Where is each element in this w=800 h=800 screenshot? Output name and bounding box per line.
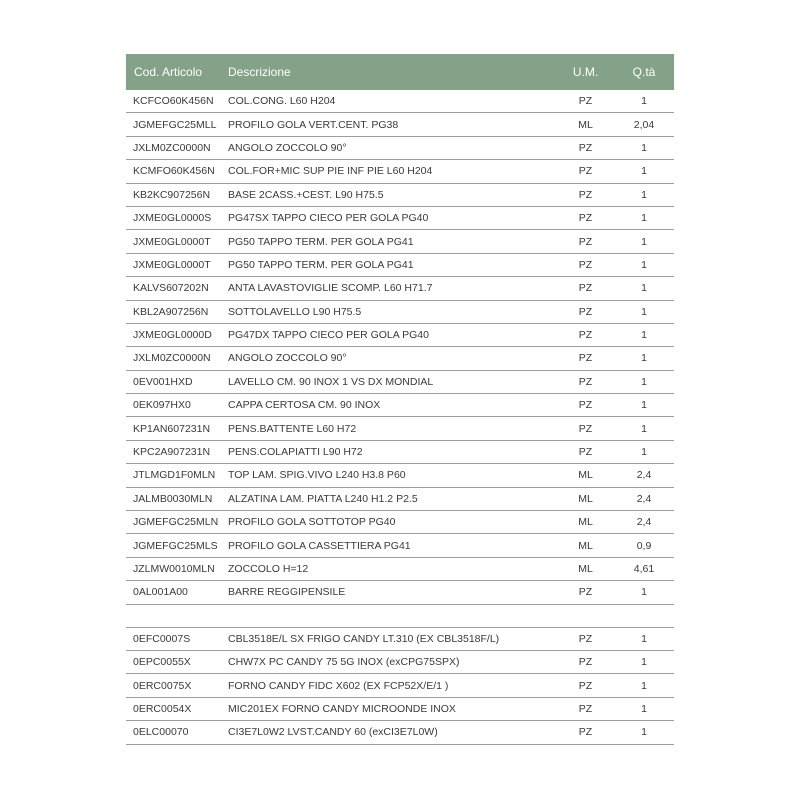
cell-code: JALMB0030MLN xyxy=(133,492,213,505)
table-body-furniture xyxy=(126,90,674,605)
table-row xyxy=(126,394,674,417)
cell-description: ALZATINA LAM. PIATTA L240 H1.2 P2.5 xyxy=(228,492,418,505)
group-separator xyxy=(126,605,674,628)
table-row xyxy=(126,160,674,183)
cell-um: PZ xyxy=(578,399,593,412)
cell-code: JGMEFGC25MLL xyxy=(133,118,217,131)
header-code: Cod. Articolo xyxy=(134,65,203,79)
table-row xyxy=(126,324,674,347)
cell-um: PZ xyxy=(578,586,593,599)
table-row xyxy=(126,417,674,440)
cell-um: PZ xyxy=(578,282,593,295)
cell-description: PROFILO GOLA CASSETTIERA PG41 xyxy=(228,539,411,552)
cell-description: CBL3518E/L SX FRIGO CANDY LT.310 (EX CBL3518F/L) xyxy=(228,632,500,645)
cell-code: KBL2A907256N xyxy=(133,305,209,318)
cell-qty: 2,04 xyxy=(633,118,655,131)
cell-qty: 1 xyxy=(641,282,647,295)
cell-um: PZ xyxy=(578,702,593,715)
cell-qty: 1 xyxy=(641,165,647,178)
table-row xyxy=(126,113,674,136)
header-qty: Q.tà xyxy=(632,65,656,79)
cell-um: ML xyxy=(578,539,593,552)
table-row xyxy=(126,230,674,253)
cell-description: PG50 TAPPO TERM. PER GOLA PG41 xyxy=(228,235,414,248)
cell-description: CI3E7L0W2 LVST.CANDY 60 (exCI3E7L0W) xyxy=(228,726,438,739)
cell-qty: 1 xyxy=(641,95,647,108)
cell-qty: 1 xyxy=(641,679,647,692)
cell-code: 0AL001A00 xyxy=(133,586,188,599)
table-row xyxy=(126,721,674,744)
cell-qty: 1 xyxy=(641,632,647,645)
cell-code: JXME0GL0000T xyxy=(133,235,211,248)
cell-code: JGMEFGC25MLS xyxy=(133,539,218,552)
table-row xyxy=(126,254,674,277)
cell-um: PZ xyxy=(578,329,593,342)
cell-um: PZ xyxy=(578,165,593,178)
cell-code: JGMEFGC25MLN xyxy=(133,516,219,529)
cell-description: COL.CONG. L60 H204 xyxy=(228,95,336,108)
table-row xyxy=(126,651,674,674)
table-body-appliances xyxy=(126,628,674,745)
table-row xyxy=(126,698,674,721)
cell-description: ANTA LAVASTOVIGLIE SCOMP. L60 H71.7 xyxy=(228,282,433,295)
cell-description: CHW7X PC CANDY 75 5G INOX (exCPG75SPX) xyxy=(228,656,460,669)
cell-description: PG47SX TAPPO CIECO PER GOLA PG40 xyxy=(228,212,429,225)
cell-qty: 1 xyxy=(641,586,647,599)
cell-description: PENS.BATTENTE L60 H72 xyxy=(228,422,357,435)
cell-qty: 1 xyxy=(641,258,647,271)
cell-um: PZ xyxy=(578,305,593,318)
cell-um: ML xyxy=(578,492,593,505)
table-row xyxy=(126,441,674,464)
cell-qty: 0,9 xyxy=(636,539,652,552)
cell-description: SOTTOLAVELLO L90 H75.5 xyxy=(228,305,362,318)
cell-code: 0EPC0055X xyxy=(133,656,191,669)
table-row xyxy=(126,347,674,370)
cell-um: PZ xyxy=(578,212,593,225)
table-row xyxy=(126,184,674,207)
cell-code: KPC2A907231N xyxy=(133,446,211,459)
cell-qty: 1 xyxy=(641,329,647,342)
cell-qty: 1 xyxy=(641,726,647,739)
cell-code: JTLMGD1F0MLN xyxy=(133,469,216,482)
cell-code: 0ELC00070 xyxy=(133,726,189,739)
cell-description: FORNO CANDY FIDC X602 (EX FCP52X/E/1 ) xyxy=(228,679,449,692)
cell-description: CAPPA CERTOSA CM. 90 INOX xyxy=(228,399,381,412)
table-row xyxy=(126,137,674,160)
table-row xyxy=(126,301,674,324)
cell-qty: 2,4 xyxy=(636,516,652,529)
cell-qty: 2,4 xyxy=(636,469,652,482)
cell-um: ML xyxy=(578,469,593,482)
cell-description: ANGOLO ZOCCOLO 90° xyxy=(228,141,347,154)
cell-description: BASE 2CASS.+CEST. L90 H75.5 xyxy=(228,188,384,201)
cell-um: ML xyxy=(578,516,593,529)
cell-description: LAVELLO CM. 90 INOX 1 VS DX MONDIAL xyxy=(228,375,434,388)
cell-um: PZ xyxy=(578,235,593,248)
cell-code: JXME0GL0000T xyxy=(133,258,211,271)
cell-um: PZ xyxy=(578,446,593,459)
cell-qty: 1 xyxy=(641,212,647,225)
cell-qty: 1 xyxy=(641,375,647,388)
cell-code: KALVS607202N xyxy=(133,282,209,295)
cell-qty: 1 xyxy=(641,446,647,459)
cell-um: PZ xyxy=(578,656,593,669)
cell-description: PENS.COLAPIATTI L90 H72 xyxy=(228,446,363,459)
cell-code: JXLM0ZC0000N xyxy=(133,141,211,154)
cell-qty: 1 xyxy=(641,422,647,435)
table-row xyxy=(126,207,674,230)
cell-code: 0EK097HX0 xyxy=(133,399,191,412)
cell-qty: 4,61 xyxy=(633,563,655,575)
cell-um: PZ xyxy=(578,95,593,108)
cell-code: KP1AN607231N xyxy=(133,422,211,435)
cell-um: PZ xyxy=(578,726,593,739)
table-row xyxy=(126,628,674,651)
cell-description: BARRE REGGIPENSILE xyxy=(228,586,346,599)
cell-code: KCFCO60K456N xyxy=(133,95,214,108)
cell-qty: 2,4 xyxy=(636,492,652,505)
cell-um: PZ xyxy=(578,258,593,271)
cell-description: COL.FOR+MIC SUP PIE INF PIE L60 H204 xyxy=(228,165,433,178)
table-row xyxy=(126,464,674,487)
cell-um: PZ xyxy=(578,632,593,645)
order-table xyxy=(126,54,674,745)
table-row xyxy=(126,488,674,511)
cell-qty: 1 xyxy=(641,188,647,201)
cell-um: ML xyxy=(578,118,593,131)
cell-code: 0ERC0054X xyxy=(133,702,192,715)
cell-um: ML xyxy=(578,563,593,575)
cell-description: MIC201EX FORNO CANDY MICROONDE INOX xyxy=(228,702,456,715)
cell-code: 0EFC0007S xyxy=(133,632,191,645)
cell-qty: 1 xyxy=(641,305,647,318)
cell-qty: 1 xyxy=(641,235,647,248)
table-row xyxy=(126,511,674,534)
cell-qty: 1 xyxy=(641,352,647,365)
table-row xyxy=(126,534,674,557)
cell-um: PZ xyxy=(578,375,593,388)
cell-um: PZ xyxy=(578,188,593,201)
cell-description: PROFILO GOLA SOTTOTOP PG40 xyxy=(228,516,396,529)
cell-code: 0ERC0075X xyxy=(133,679,192,692)
cell-description: PG50 TAPPO TERM. PER GOLA PG41 xyxy=(228,258,414,271)
cell-code: 0EV001HXD xyxy=(133,375,193,388)
cell-code: KB2KC907256N xyxy=(133,188,211,201)
cell-qty: 1 xyxy=(641,399,647,412)
cell-um: PZ xyxy=(578,422,593,435)
cell-code: JXLM0ZC0000N xyxy=(133,352,211,365)
cell-code: JXME0GL0000D xyxy=(133,329,212,342)
table-row xyxy=(126,558,674,581)
cell-code: KCMFO60K456N xyxy=(133,165,215,178)
table-row xyxy=(126,674,674,697)
cell-description: PG47DX TAPPO CIECO PER GOLA PG40 xyxy=(228,329,429,342)
cell-description: TOP LAM. SPIG.VIVO L240 H3.8 P60 xyxy=(228,469,406,482)
table-row xyxy=(126,371,674,394)
table-row xyxy=(126,277,674,300)
cell-um: PZ xyxy=(578,352,593,365)
table-header xyxy=(126,54,674,90)
table-row xyxy=(126,90,674,113)
header-um: U.M. xyxy=(572,65,599,79)
header-description: Descrizione xyxy=(228,65,291,79)
cell-description: PROFILO GOLA VERT.CENT. PG38 xyxy=(228,118,399,131)
cell-um: PZ xyxy=(578,679,593,692)
cell-qty: 1 xyxy=(641,141,647,154)
cell-description: ANGOLO ZOCCOLO 90° xyxy=(228,352,347,365)
cell-qty: 1 xyxy=(641,656,647,669)
cell-description: ZOCCOLO H=12 xyxy=(228,563,309,575)
cell-um: PZ xyxy=(578,141,593,154)
cell-code: JZLMW0010MLN xyxy=(133,563,215,575)
cell-qty: 1 xyxy=(641,702,647,715)
table-row xyxy=(126,581,674,604)
cell-code: JXME0GL0000S xyxy=(133,212,212,225)
